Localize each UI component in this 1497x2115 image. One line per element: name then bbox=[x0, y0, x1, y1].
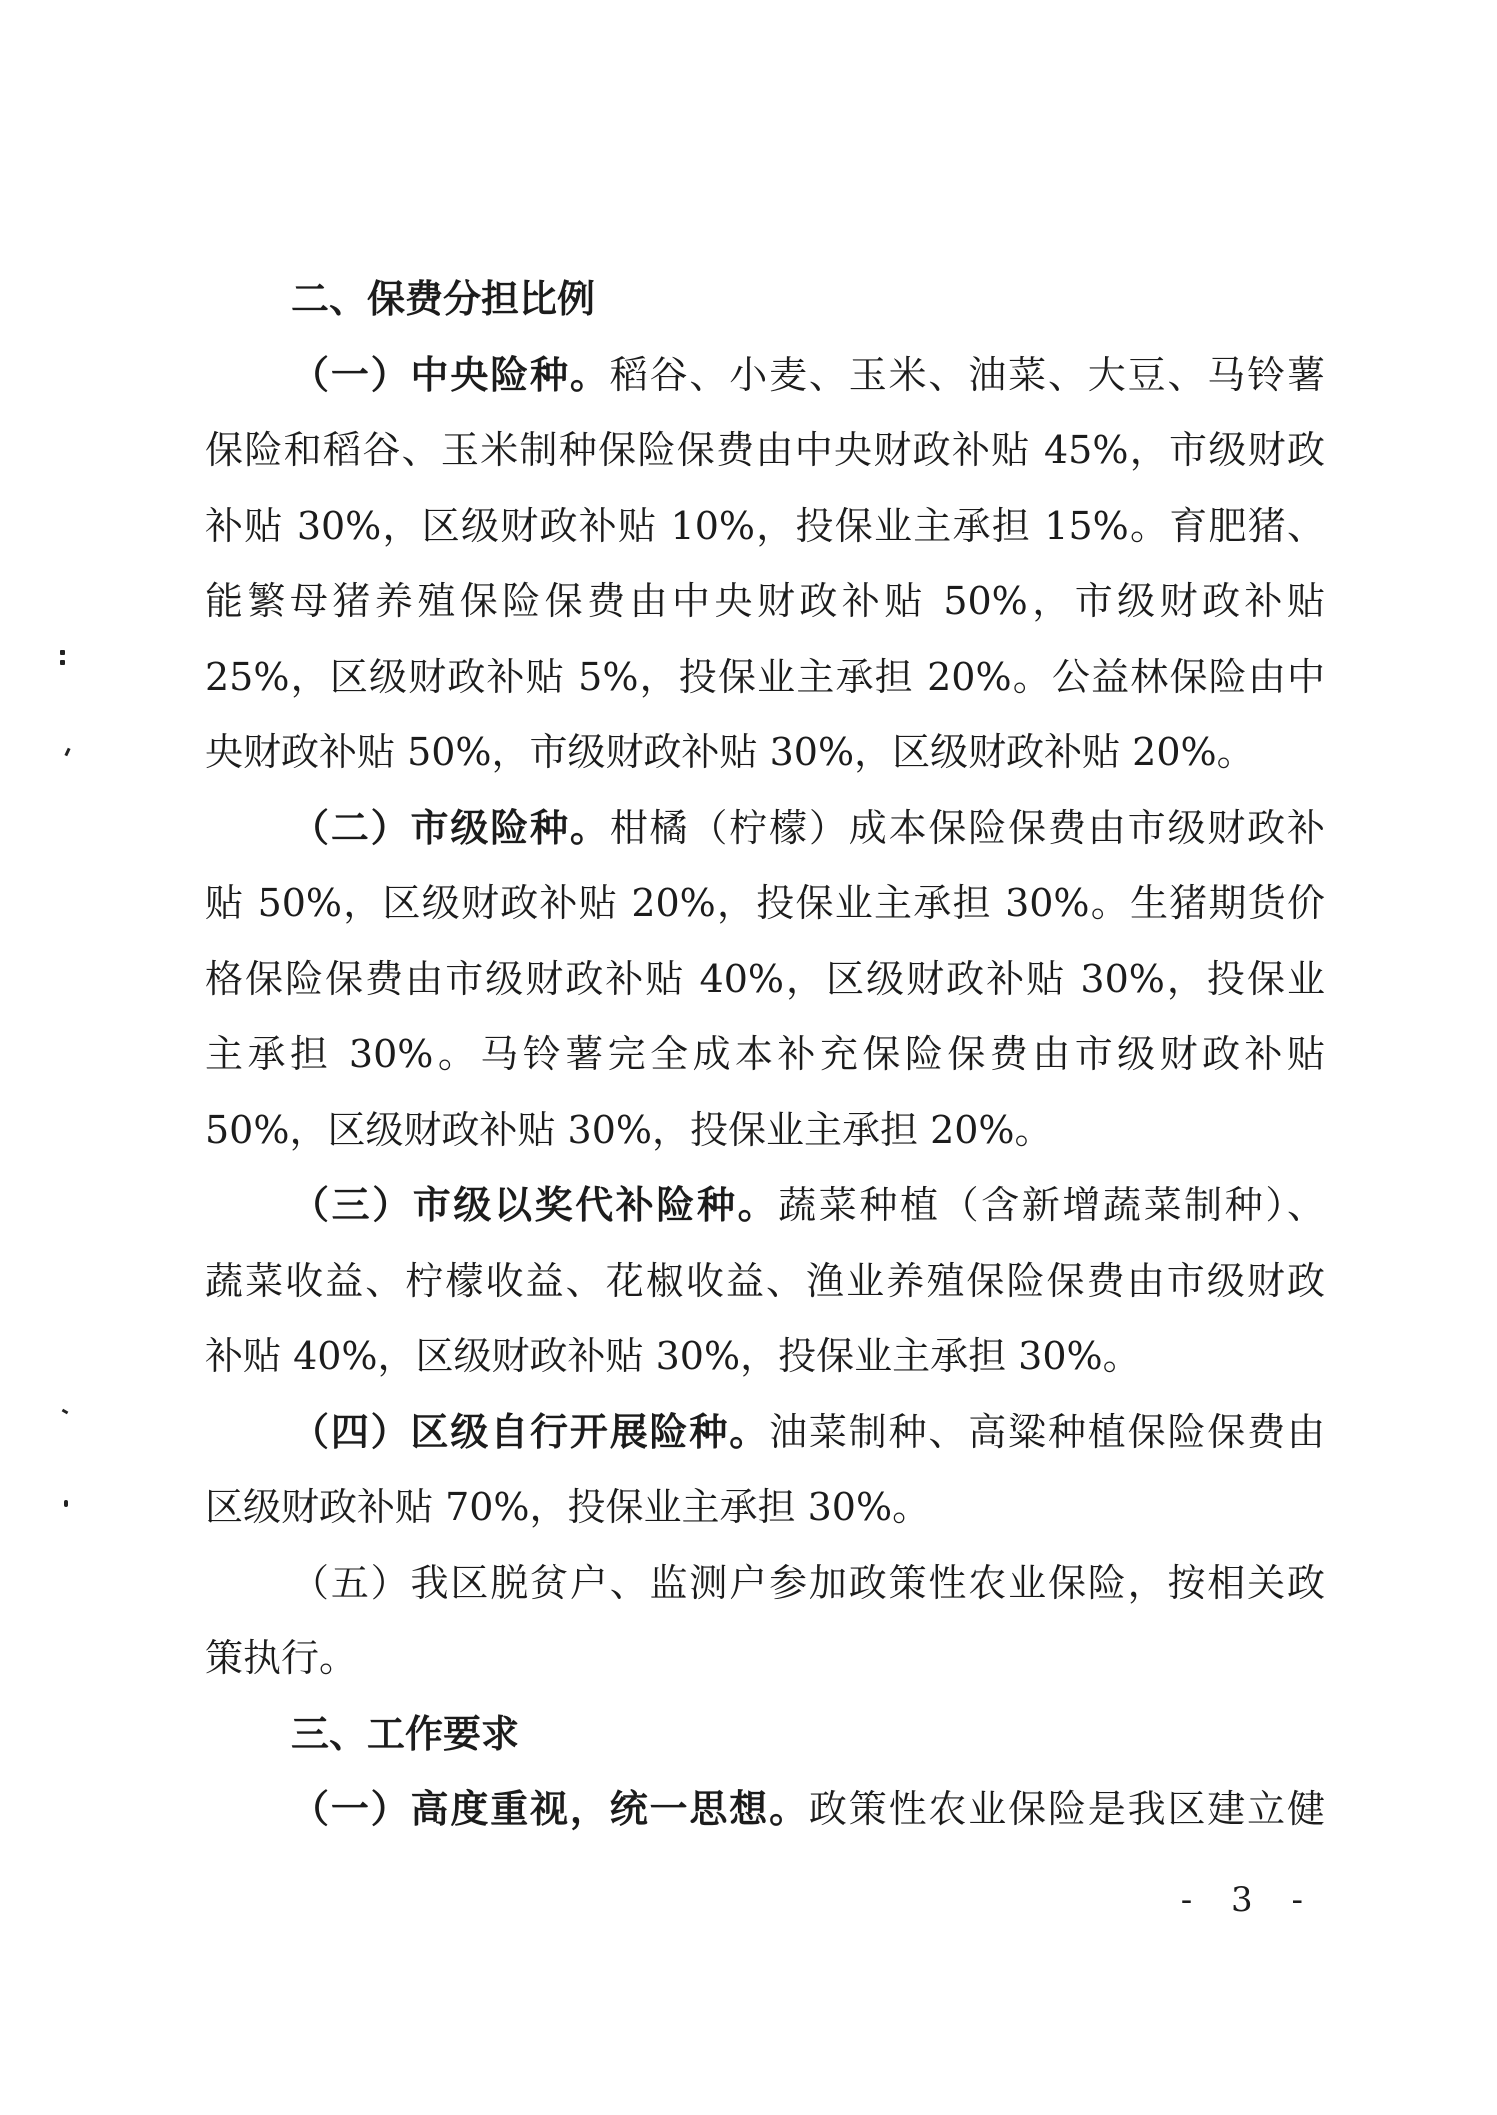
paragraph-lead: （四）区级自行开展险种。 bbox=[291, 1409, 770, 1454]
scan-artifact bbox=[62, 1409, 69, 1415]
scan-artifact bbox=[64, 1500, 68, 1507]
paragraph-line: 25%，区级财政补贴 5%，投保业主承担 20%。公益林保险由中 bbox=[205, 654, 1325, 699]
paragraph-line: 策执行。 bbox=[205, 1636, 358, 1680]
paragraph-text: 稻谷、小麦、玉米、油菜、大豆、马铃薯 bbox=[609, 352, 1325, 397]
paragraph-line: 补贴 30%，区级财政补贴 10%，投保业主承担 15%。育肥猪、 bbox=[205, 503, 1325, 548]
paragraph-line bbox=[291, 791, 1325, 867]
paragraph-line bbox=[291, 1772, 1325, 1848]
paragraph-line bbox=[291, 1395, 1325, 1471]
paragraph-lead: （一）中央险种。 bbox=[291, 352, 610, 397]
body-text bbox=[205, 262, 1325, 1848]
paragraph-lead: （一）高度重视，统一思想。 bbox=[291, 1787, 809, 1831]
paragraph-text: 油菜制种、高粱种植保险保费由 bbox=[769, 1409, 1325, 1454]
paragraph-line bbox=[291, 338, 1325, 414]
paragraph-line: 主承担 30%。马铃薯完全成本补充保险保费由市级财政补贴 bbox=[205, 1032, 1325, 1076]
paragraph-line: 补贴 40%，区级财政补贴 30%，投保业主承担 30%。 bbox=[205, 1334, 1141, 1378]
paragraph-line: 蔬菜收益、柠檬收益、花椒收益、渔业养殖保险保费由市级财政 bbox=[205, 1258, 1325, 1303]
paragraph-text: 柑橘（柠檬）成本保险保费由市级财政补 bbox=[609, 805, 1325, 850]
paragraph-line: 能繁母猪养殖保险保费由中央财政补贴 50%，市级财政补贴 bbox=[205, 579, 1325, 623]
paragraph-line: 贴 50%，区级财政补贴 20%，投保业主承担 30%。生猪期货价 bbox=[205, 881, 1325, 925]
paragraph-line bbox=[291, 1168, 1325, 1244]
scan-artifact bbox=[64, 748, 70, 757]
paragraph-line: 保险和稻谷、玉米制种保险保费由中央财政补贴 45%，市级财政 bbox=[205, 428, 1325, 472]
paragraph-lead: （二）市级险种。 bbox=[291, 805, 610, 850]
paragraph-line: 央财政补贴 50%，市级财政补贴 30%，区级财政补贴 20%。 bbox=[205, 730, 1255, 774]
paragraph-text: 蔬菜种植（含新增蔬菜制种）、 bbox=[778, 1183, 1325, 1227]
paragraph-text: 政策性农业保险是我区建立健 bbox=[808, 1787, 1325, 1831]
section-heading: 三、工作要求 bbox=[291, 1711, 520, 1756]
paragraph-line: 50%，区级财政补贴 30%，投保业主承担 20%。 bbox=[205, 1107, 1053, 1152]
paragraph-lead: （三）市级以奖代补险种。 bbox=[291, 1183, 779, 1227]
paragraph-line: 格保险保费由市级财政补贴 40%，区级财政补贴 30%，投保业 bbox=[205, 956, 1325, 1001]
section-heading: 二、保费分担比例 bbox=[291, 277, 596, 321]
scan-artifact bbox=[60, 650, 65, 655]
page-number: - 3 - bbox=[1180, 1880, 1317, 1920]
paragraph-line: （五）我区脱贫户、监测户参加政策性农业保险，按相关政 bbox=[291, 1560, 1325, 1605]
scan-artifact bbox=[60, 660, 65, 665]
paragraph-line: 区级财政补贴 70%，投保业主承担 30%。 bbox=[205, 1485, 931, 1529]
